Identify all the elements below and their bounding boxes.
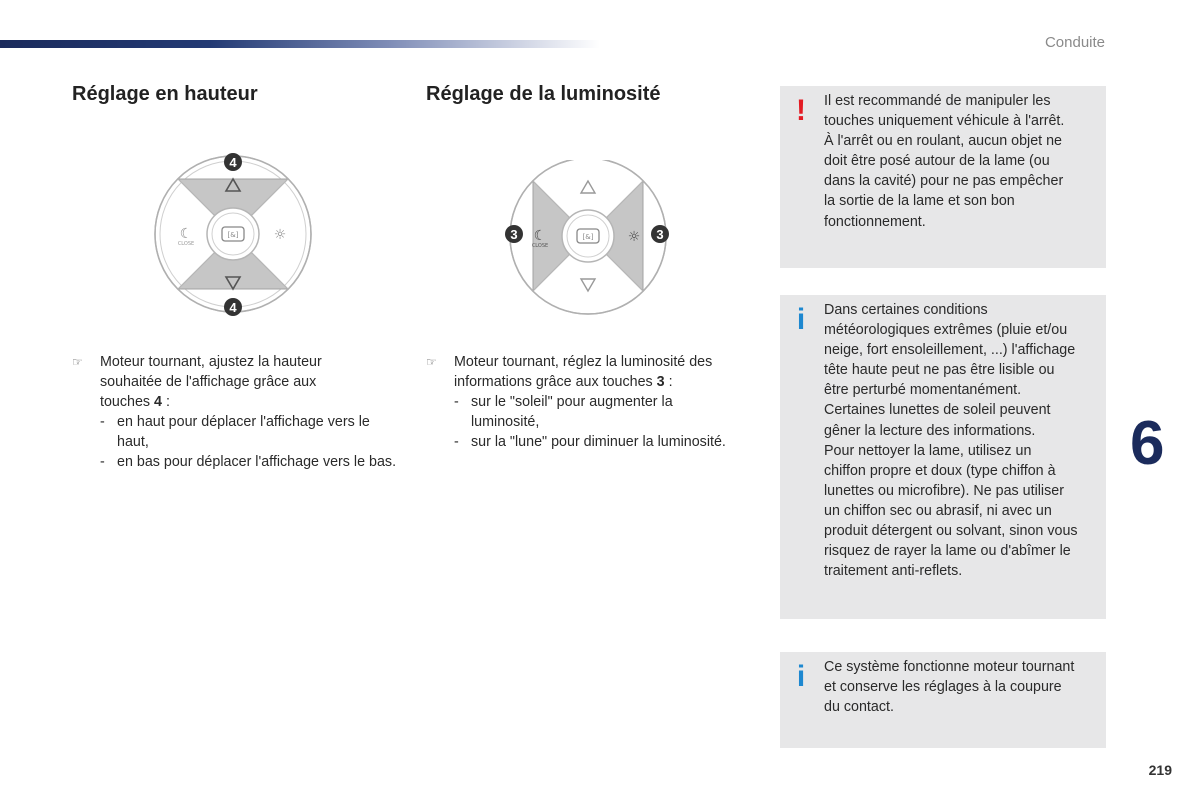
list-item: - sur le "soleil" pour augmenter la luminosité, — [454, 394, 673, 430]
warning-text: Il est recommandé de manipuler les touches uniquement véhicule à l'arrêt. À l'arrêt ou en roulant, aucun objet ne doit être posé autour de la lame (ou dans la cavité) pour ne pas empêcher la sortie de la lame et son bon fonctionnement. — [824, 93, 1065, 230]
list-item: - en haut pour déplacer l'affichage vers le haut, — [100, 414, 370, 450]
svg-text:☾: ☾ — [179, 226, 193, 242]
info-icon: i — [796, 303, 806, 336]
info-box-engine — [780, 652, 1106, 748]
svg-text:☼: ☼ — [627, 229, 641, 245]
middle-bullet-line: Moteur tournant, réglez la luminosité des — [454, 354, 713, 370]
middle-bullet-line: informations grâce aux touches 3 : — [454, 374, 673, 390]
list-item: - en bas pour déplacer l'affichage vers le bas. — [100, 454, 397, 470]
info-box-conditions — [780, 295, 1106, 619]
callout-4-bottom: 4 — [229, 300, 237, 315]
chapter-number: 6 — [1130, 409, 1165, 478]
section-title: Conduite — [1044, 34, 1105, 51]
header-gradient-bar — [0, 40, 600, 48]
page-number: 219 — [1148, 762, 1172, 778]
callout-3-right: 3 — [656, 227, 664, 242]
middle-heading: Réglage de la luminosité — [426, 83, 661, 105]
left-instructions — [72, 352, 402, 472]
bullet-pointer-icon: ☞ — [72, 355, 83, 369]
svg-text:[&]: [&] — [582, 233, 594, 241]
brightness-control-illustration — [500, 160, 676, 316]
svg-text:☾: ☾ — [533, 228, 547, 244]
svg-text:[&]: [&] — [227, 231, 239, 239]
list-item: - sur la "lune" pour diminuer la luminosité. — [454, 434, 726, 450]
warning-icon: ! — [796, 94, 806, 127]
callout-3-left: 3 — [510, 227, 518, 242]
close-label: CLOSE — [531, 243, 549, 249]
left-bullet-line: souhaitée de l'affichage grâce aux — [100, 374, 317, 390]
warning-box — [780, 86, 1106, 268]
info-text: Dans certaines conditions météorologiques extrêmes (pluie et/ou neige, fort ensoleillement, ...) l'affichage tête haute peut ne pas être lisible ou être perturbé momentanément. Certaines lunettes de soleil peuvent gêner la lecture des informations. Pour nettoyer la lame, utilisez un chiffon propre et doux (type chiffon à lunettes ou microfibre). Ne pas utiliser un chiffon sec ou abrasif, ni avec un produit détergent ou solvant, sinon vous risquez de rayer la lame ou d'abîmer le traitement anti-reflets. — [824, 302, 1078, 580]
callout-4-top: 4 — [229, 155, 237, 170]
left-heading: Réglage en hauteur — [72, 83, 258, 105]
info-text: Ce système fonctionne moteur tournant et conserve les réglages à la coupure du contact. — [824, 659, 1075, 716]
svg-text:☼: ☼ — [273, 227, 287, 243]
close-label: CLOSE — [177, 241, 195, 247]
middle-instructions — [426, 352, 771, 452]
left-bullet-line: touches 4 : — [100, 394, 170, 410]
bullet-pointer-icon: ☞ — [426, 355, 437, 369]
left-bullet-line: Moteur tournant, ajustez la hauteur — [100, 354, 322, 370]
height-control-illustration — [150, 150, 316, 318]
info-icon: i — [796, 660, 806, 693]
